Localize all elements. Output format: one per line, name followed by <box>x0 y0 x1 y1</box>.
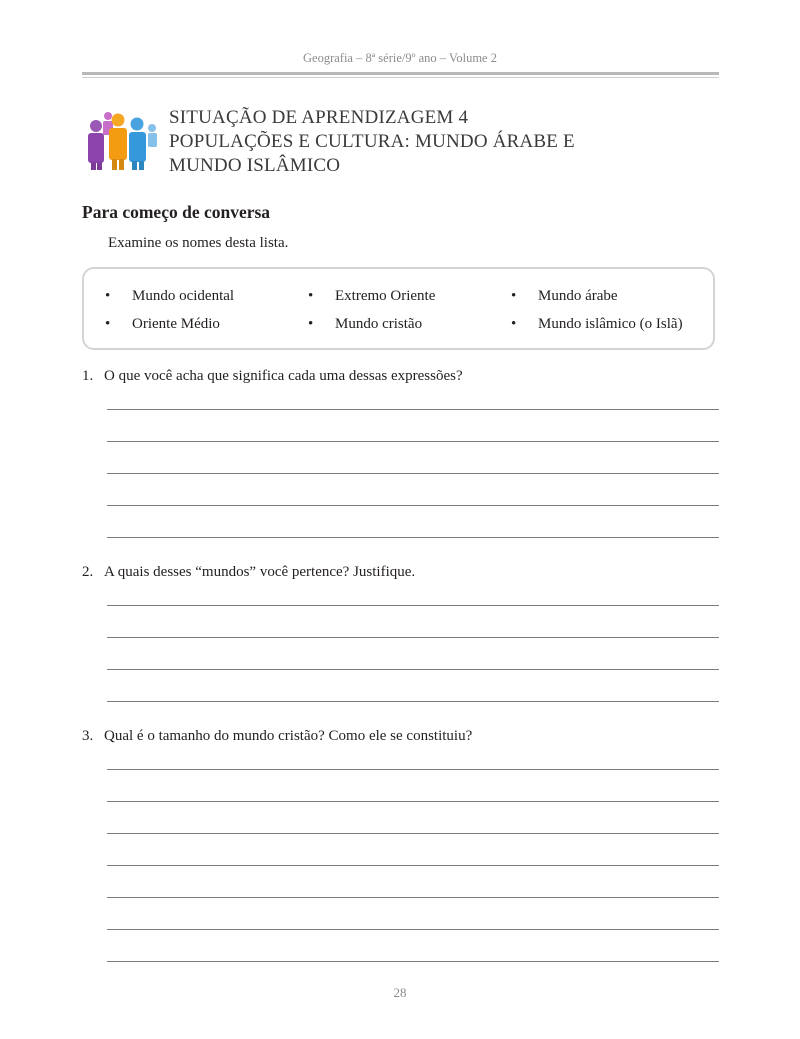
answer-line[interactable] <box>107 801 719 802</box>
term-label: Oriente Médio <box>132 316 220 332</box>
answer-line[interactable] <box>107 537 719 538</box>
answer-line[interactable] <box>107 833 719 834</box>
page-number: 28 <box>393 985 407 1000</box>
situation-title-line: MUNDO ISLÂMICO <box>169 155 341 176</box>
answer-line[interactable] <box>107 769 719 770</box>
answer-line[interactable] <box>107 701 719 702</box>
answer-line[interactable] <box>107 865 719 866</box>
figure-head-right <box>131 118 144 131</box>
question-2 <box>82 564 415 581</box>
answer-line[interactable] <box>107 637 719 638</box>
figure-head-small <box>148 124 156 132</box>
people-group-icon <box>84 110 158 172</box>
term-list-box <box>82 267 715 350</box>
answer-line[interactable] <box>107 505 719 506</box>
term-label: Mundo árabe <box>538 288 618 304</box>
bullet-icon: • <box>511 316 517 332</box>
intro-instruction: Examine os nomes desta lista. <box>108 235 289 251</box>
answer-line[interactable] <box>107 929 719 930</box>
answer-line[interactable] <box>107 669 719 670</box>
term-label: Extremo Oriente <box>335 288 436 304</box>
question-3 <box>82 728 472 745</box>
section-heading: Para começo de conversa <box>82 202 271 222</box>
answer-line[interactable] <box>107 605 719 606</box>
question-number: 1. <box>82 368 94 384</box>
question-number: 3. <box>82 728 94 744</box>
bullet-icon: • <box>308 316 314 332</box>
question-text: A quais desses “mundos” você pertence? Justifique. <box>104 564 416 580</box>
answer-line[interactable] <box>107 409 719 410</box>
term-label: Mundo ocidental <box>132 288 235 304</box>
term-label: Mundo cristão <box>335 316 423 332</box>
question-text: O que você acha que significa cada uma dessas expressões? <box>104 368 463 384</box>
figure-head-center <box>112 114 125 127</box>
situation-title-line: POPULAÇÕES E CULTURA: MUNDO ÁRABE E <box>169 131 575 152</box>
figure-body-right <box>129 132 146 162</box>
figure-head-left <box>90 120 102 132</box>
question-1 <box>82 368 463 385</box>
term-label: Mundo islâmico (o Islã) <box>538 316 683 332</box>
running-head: Geografia – 8ª série/9º ano – Volume 2 <box>303 51 497 65</box>
figure-body-left <box>88 133 104 163</box>
figure-body-center <box>109 128 127 160</box>
header-rule-thick <box>82 72 719 75</box>
question-number: 2. <box>82 564 94 580</box>
answer-line[interactable] <box>107 441 719 442</box>
answer-line[interactable] <box>107 961 719 962</box>
term-item <box>511 288 618 305</box>
bullet-icon: • <box>511 288 517 304</box>
header-rule-thin <box>82 77 719 78</box>
figure-head-pink <box>104 112 112 120</box>
question-text: Qual é o tamanho do mundo cristão? Como ele se constituiu? <box>104 728 473 744</box>
answer-line[interactable] <box>107 897 719 898</box>
bullet-icon: • <box>105 316 111 332</box>
situation-title-line: SITUAÇÃO DE APRENDIZAGEM 4 <box>169 107 469 128</box>
term-item <box>308 316 423 333</box>
situation-title <box>169 106 689 178</box>
term-item <box>511 316 683 333</box>
term-item <box>105 316 220 333</box>
answer-line[interactable] <box>107 473 719 474</box>
term-item <box>308 288 436 305</box>
bullet-icon: • <box>308 288 314 304</box>
term-item <box>105 288 235 305</box>
bullet-icon: • <box>105 288 111 304</box>
